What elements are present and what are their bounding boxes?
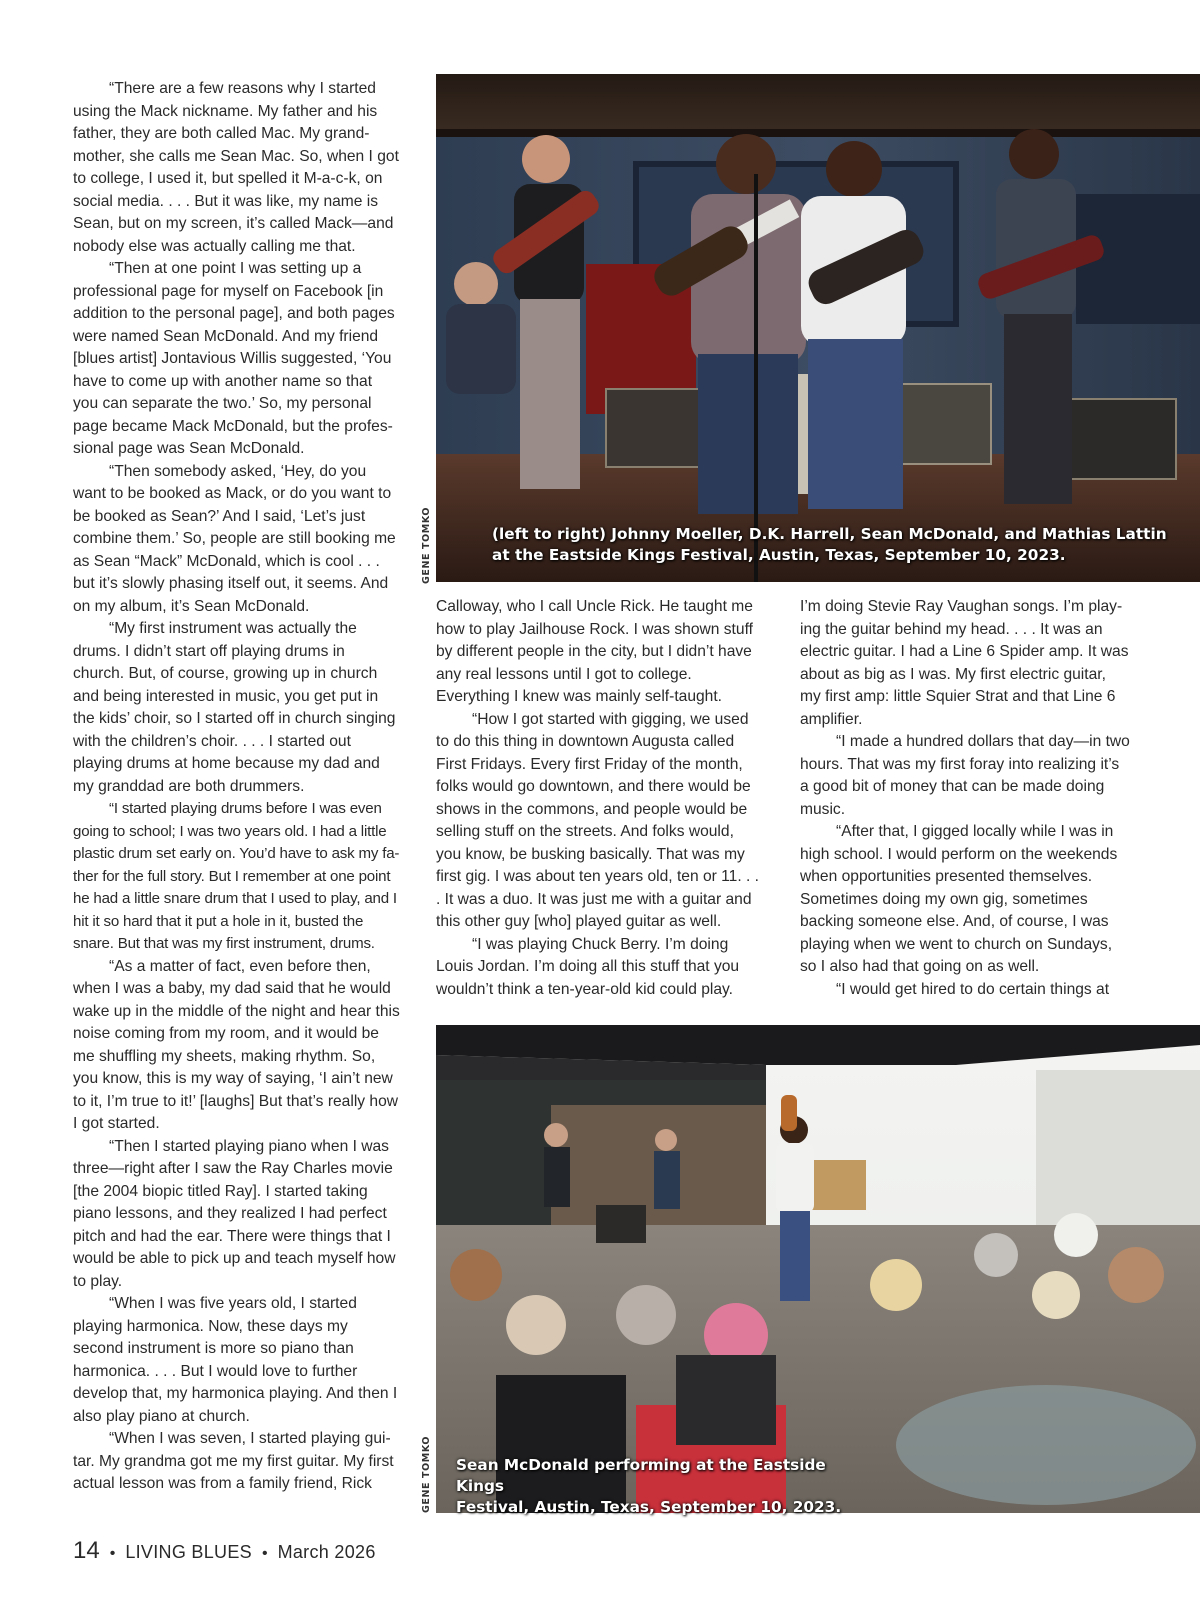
photo-credit: GENE TOMKO <box>421 506 432 584</box>
paragraph: “I was playing Chuck Berry. I’m doing Louis Jordan. I’m doing all this stuff that you wouldn’t think a ten-year-old kid could play. <box>436 935 740 998</box>
photo-courtyard-performance <box>436 1025 1200 1513</box>
article-column-right <box>800 596 1130 1001</box>
article-column-left <box>73 78 400 1496</box>
photo-caption <box>456 1455 856 1518</box>
paragraph: “Then I started playing piano when I was three—right after I saw the Ray Charles movie [the 2004 biopic titled Ray]. I started taking piano lessons, and they realized I had perfect pitch and had the ear. There were things that I would be able to pick up and teach myself how to play. <box>73 1137 396 1290</box>
paragraph: I’m doing Stevie Ray Vaughan songs. I’m playing the guitar behind my head. . . . It was an electric guitar. I had a Line 6 Spider amp. It was about as big as I was. My first electric guitar, my first amp: little Squier Strat and that Line 6 amplifier. <box>800 598 1129 728</box>
caption-line: Festival, Austin, Texas, September 10, 2023. <box>456 1498 842 1516</box>
paragraph: “How I got started with gigging, we used to do this thing in downtown Augusta called First Fridays. Every first Friday of the month, folks would go downtown, and there would be shows in the commons, and people would be selling stuff on the streets. And folks would, you know, be busking basically. That was my first gig. I was about ten years old, ten or 11. . . . It was a duo. It was just me with a guitar and this other guy [who] played guitar as well. <box>436 710 760 930</box>
paragraph: “I would get hired to do certain things at <box>836 980 1110 998</box>
photo-credit: GENE TOMKO <box>421 1435 432 1513</box>
paragraph: “I made a hundred dollars that day—in two hours. That was my first foray into realizing it’s a good bit of money that can be made doing music. <box>800 733 1130 818</box>
paragraph: “When I was five years old, I started playing harmonica. Now, these days my second instrument is more so piano than harmonica. . . . But I would love to further develop that, my harmonica playing. And then I also play piano at church. <box>73 1295 398 1425</box>
photo-caption <box>492 524 1182 566</box>
caption-line: at the Eastside Kings Festival, Austin, Texas, September 10, 2023. <box>492 546 1066 564</box>
magazine-name: LIVING BLUES <box>125 1542 252 1562</box>
caption-line: (left to right) Johnny Moeller, D.K. Harrell, Sean McDonald, and Mathias Lattin <box>492 525 1167 543</box>
paragraph: “When I was seven, I started playing guitar. My grandma got me my first guitar. My first actual lesson was from a family friend, Rick <box>73 1430 394 1492</box>
page-footer <box>73 1537 376 1565</box>
text-run: Calloway, who I call Uncle Rick. He taught me how to play Jailhouse Rock. I was shown stuff by different people in the city, but I didn’t have any real lessons until I got to college. Everything I knew was mainly self-taught. <box>436 598 753 705</box>
separator: • <box>109 1545 116 1562</box>
photo-band-on-stage <box>436 74 1200 582</box>
caption-line: Sean McDonald performing at the Eastside Kings <box>456 1456 826 1495</box>
article-column-middle <box>436 596 761 1001</box>
separator: • <box>261 1545 268 1562</box>
paragraph: “My first instrument was actually the drums. I didn’t start off playing drums in church. But, of course, growing up in church and being interested in music, you get put in the kids’ choir, so I started off in church singing with the children’s choir. . . . I started out playing drums at home because my dad and my granddad are both drummers. <box>73 620 396 795</box>
paragraph: “After that, I gigged locally while I was in high school. I would perform on the weekends when opportunities presented themselves. Sometimes doing my own gig, sometimes backing someone else. And, of course, I was playing when we went to church on Sundays, so I also had that going on as well. <box>800 823 1118 975</box>
paragraph: “Then at one point I was setting up a professional page for myself on Facebook [in addition to the personal page], and both pages were named Sean McDonald. And my friend [blues artist] Jontavious Willis suggested, ‘You have to come up with another name so that you can separate the two.’ So, my personal page became Mack McDonald, but the professional page was Sean McDonald. <box>73 260 395 457</box>
paragraph: “Then somebody asked, ‘Hey, do you want to be booked as Mack, or do you want to be booked as Sean?’ And I said, ‘Let’s just combine them.’ So, people are still booking me as Sean “Mack” McDonald, which is cool . . . but it’s slowly phasing itself out, it seems. And on my album, it’s Sean McDonald. <box>73 462 396 615</box>
paragraph: “There are a few reasons why I started using the Mack nickname. My father and his father, they are both called Mac. My grandmother, she calls me Sean Mac. So, when I got to college, I used it, but spelled it M-a-c-k, on social media. . . . But it was like, my name is Sean, but on my screen, it’s called Mack—and nobody else was actually calling me that. <box>73 80 399 255</box>
paragraph: “As a matter of fact, even before then, when I was a baby, my dad said that he would wake up in the middle of the night and hear this noise coming from my room, and it would be me shuffling my sheets, making rhythm. So, you know, this is my way of saying, ‘I ain’t new to it, I’m true to it!’ [laughs] But that’s really how I got started. <box>73 957 400 1132</box>
page-number: 14 <box>73 1537 100 1564</box>
paragraph <box>436 596 761 709</box>
issue-date: March 2026 <box>277 1542 376 1562</box>
paragraph: “I started playing drums before I was even going to school; I was two years old. I had a little plastic drum set early on. You’d have to ask my father for the full story. But I remember at one point he had a little snare drum that I used to play, and I hit it so hard that it put a hole in it, busted the snare. But that was my first instrument, drums. <box>73 800 400 952</box>
